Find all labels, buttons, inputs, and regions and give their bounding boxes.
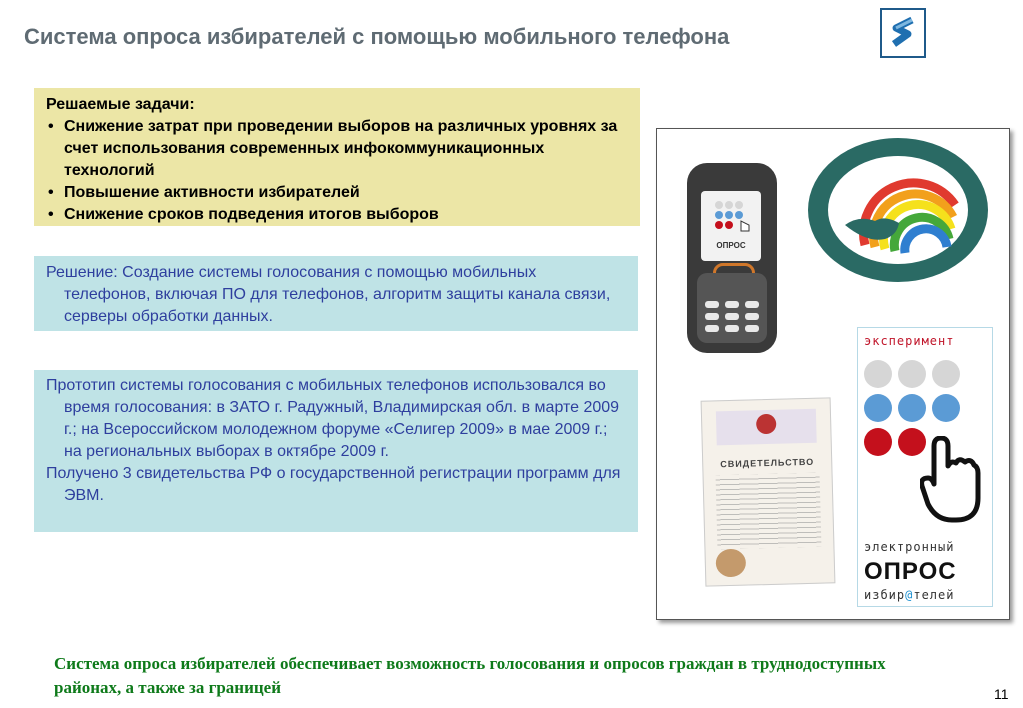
phone-screen-dots xyxy=(701,191,761,237)
poster-voters-at: @ xyxy=(905,588,914,602)
prototype-panel xyxy=(34,370,638,532)
illustration-panel xyxy=(656,128,1010,620)
poster-dot-blue xyxy=(864,394,892,422)
certificate-seal xyxy=(715,549,746,578)
company-logo-icon xyxy=(880,8,926,58)
tasks-heading: Решаемые задачи: xyxy=(46,96,195,113)
poster-dot-grey xyxy=(932,360,960,388)
solution-text: Решение: Создание системы голосования с помощью мобильных телефонов, включая ПО для телефонов, алгоритм защиты канала связи, серверы обработки данных. xyxy=(46,264,611,325)
tasks-panel xyxy=(34,88,640,226)
poster-heading: эксперимент xyxy=(864,334,955,348)
poster-dot-grey xyxy=(898,360,926,388)
pointing-hand-icon xyxy=(920,436,984,526)
tasks-list xyxy=(46,116,628,226)
election-commission-emblem xyxy=(805,135,991,285)
experiment-poster xyxy=(857,327,993,607)
poster-word-voters xyxy=(864,588,954,602)
mobile-phone-image xyxy=(687,163,777,353)
poster-dot-grey xyxy=(864,360,892,388)
certificate-text-lines xyxy=(716,473,822,550)
registration-certificate-image xyxy=(701,397,836,586)
task-item: • Повышение активности избирателей xyxy=(46,182,628,204)
poster-voters-suffix: телей xyxy=(913,588,955,602)
poster-dot-blue xyxy=(932,394,960,422)
phone-keypad xyxy=(697,273,767,343)
poster-dot-red xyxy=(864,428,892,456)
solution-panel xyxy=(34,256,638,331)
poster-dot-blue xyxy=(898,394,926,422)
poster-word-opros: ОПРОС xyxy=(864,558,957,585)
conclusion-text: Система опроса избирателей обеспечивает возможность голосования и опросов граждан в труднодоступных районах, а также за границей xyxy=(54,654,886,697)
page-number: 11 xyxy=(994,686,1009,702)
certificate-title: СВИДЕТЕЛЬСТВО xyxy=(720,456,815,470)
prototype-text: Прототип системы голосования с мобильных телефонов использовался во время голосования: в ЗАТО г. Радужный, Владимирская обл. в марте 2009 г.; на Всероссийском молодежном форуме «Селигер 2009» в мае 2009 г.; на региональных выборах в октябре 2009 г. xyxy=(46,377,620,460)
task-item: • Снижение затрат при проведении выборов на различных уровнях за счет использования современных инфокоммуникационных технологий xyxy=(46,116,628,182)
phone-screen xyxy=(701,191,761,261)
poster-word-electronic: электронный xyxy=(864,540,955,554)
certificate-header-ornament xyxy=(702,398,831,451)
slide-title: Система опроса избирателей с помощью мобильного телефона xyxy=(24,24,730,49)
phone-screen-label: ОПРОС xyxy=(716,241,746,250)
task-item: • Снижение сроков подведения итогов выборов xyxy=(46,204,628,226)
poster-voters-prefix: избир xyxy=(864,588,906,602)
certificates-text: Получено 3 свидетельства РФ о государственной регистрации программ для ЭВМ. xyxy=(46,465,621,504)
